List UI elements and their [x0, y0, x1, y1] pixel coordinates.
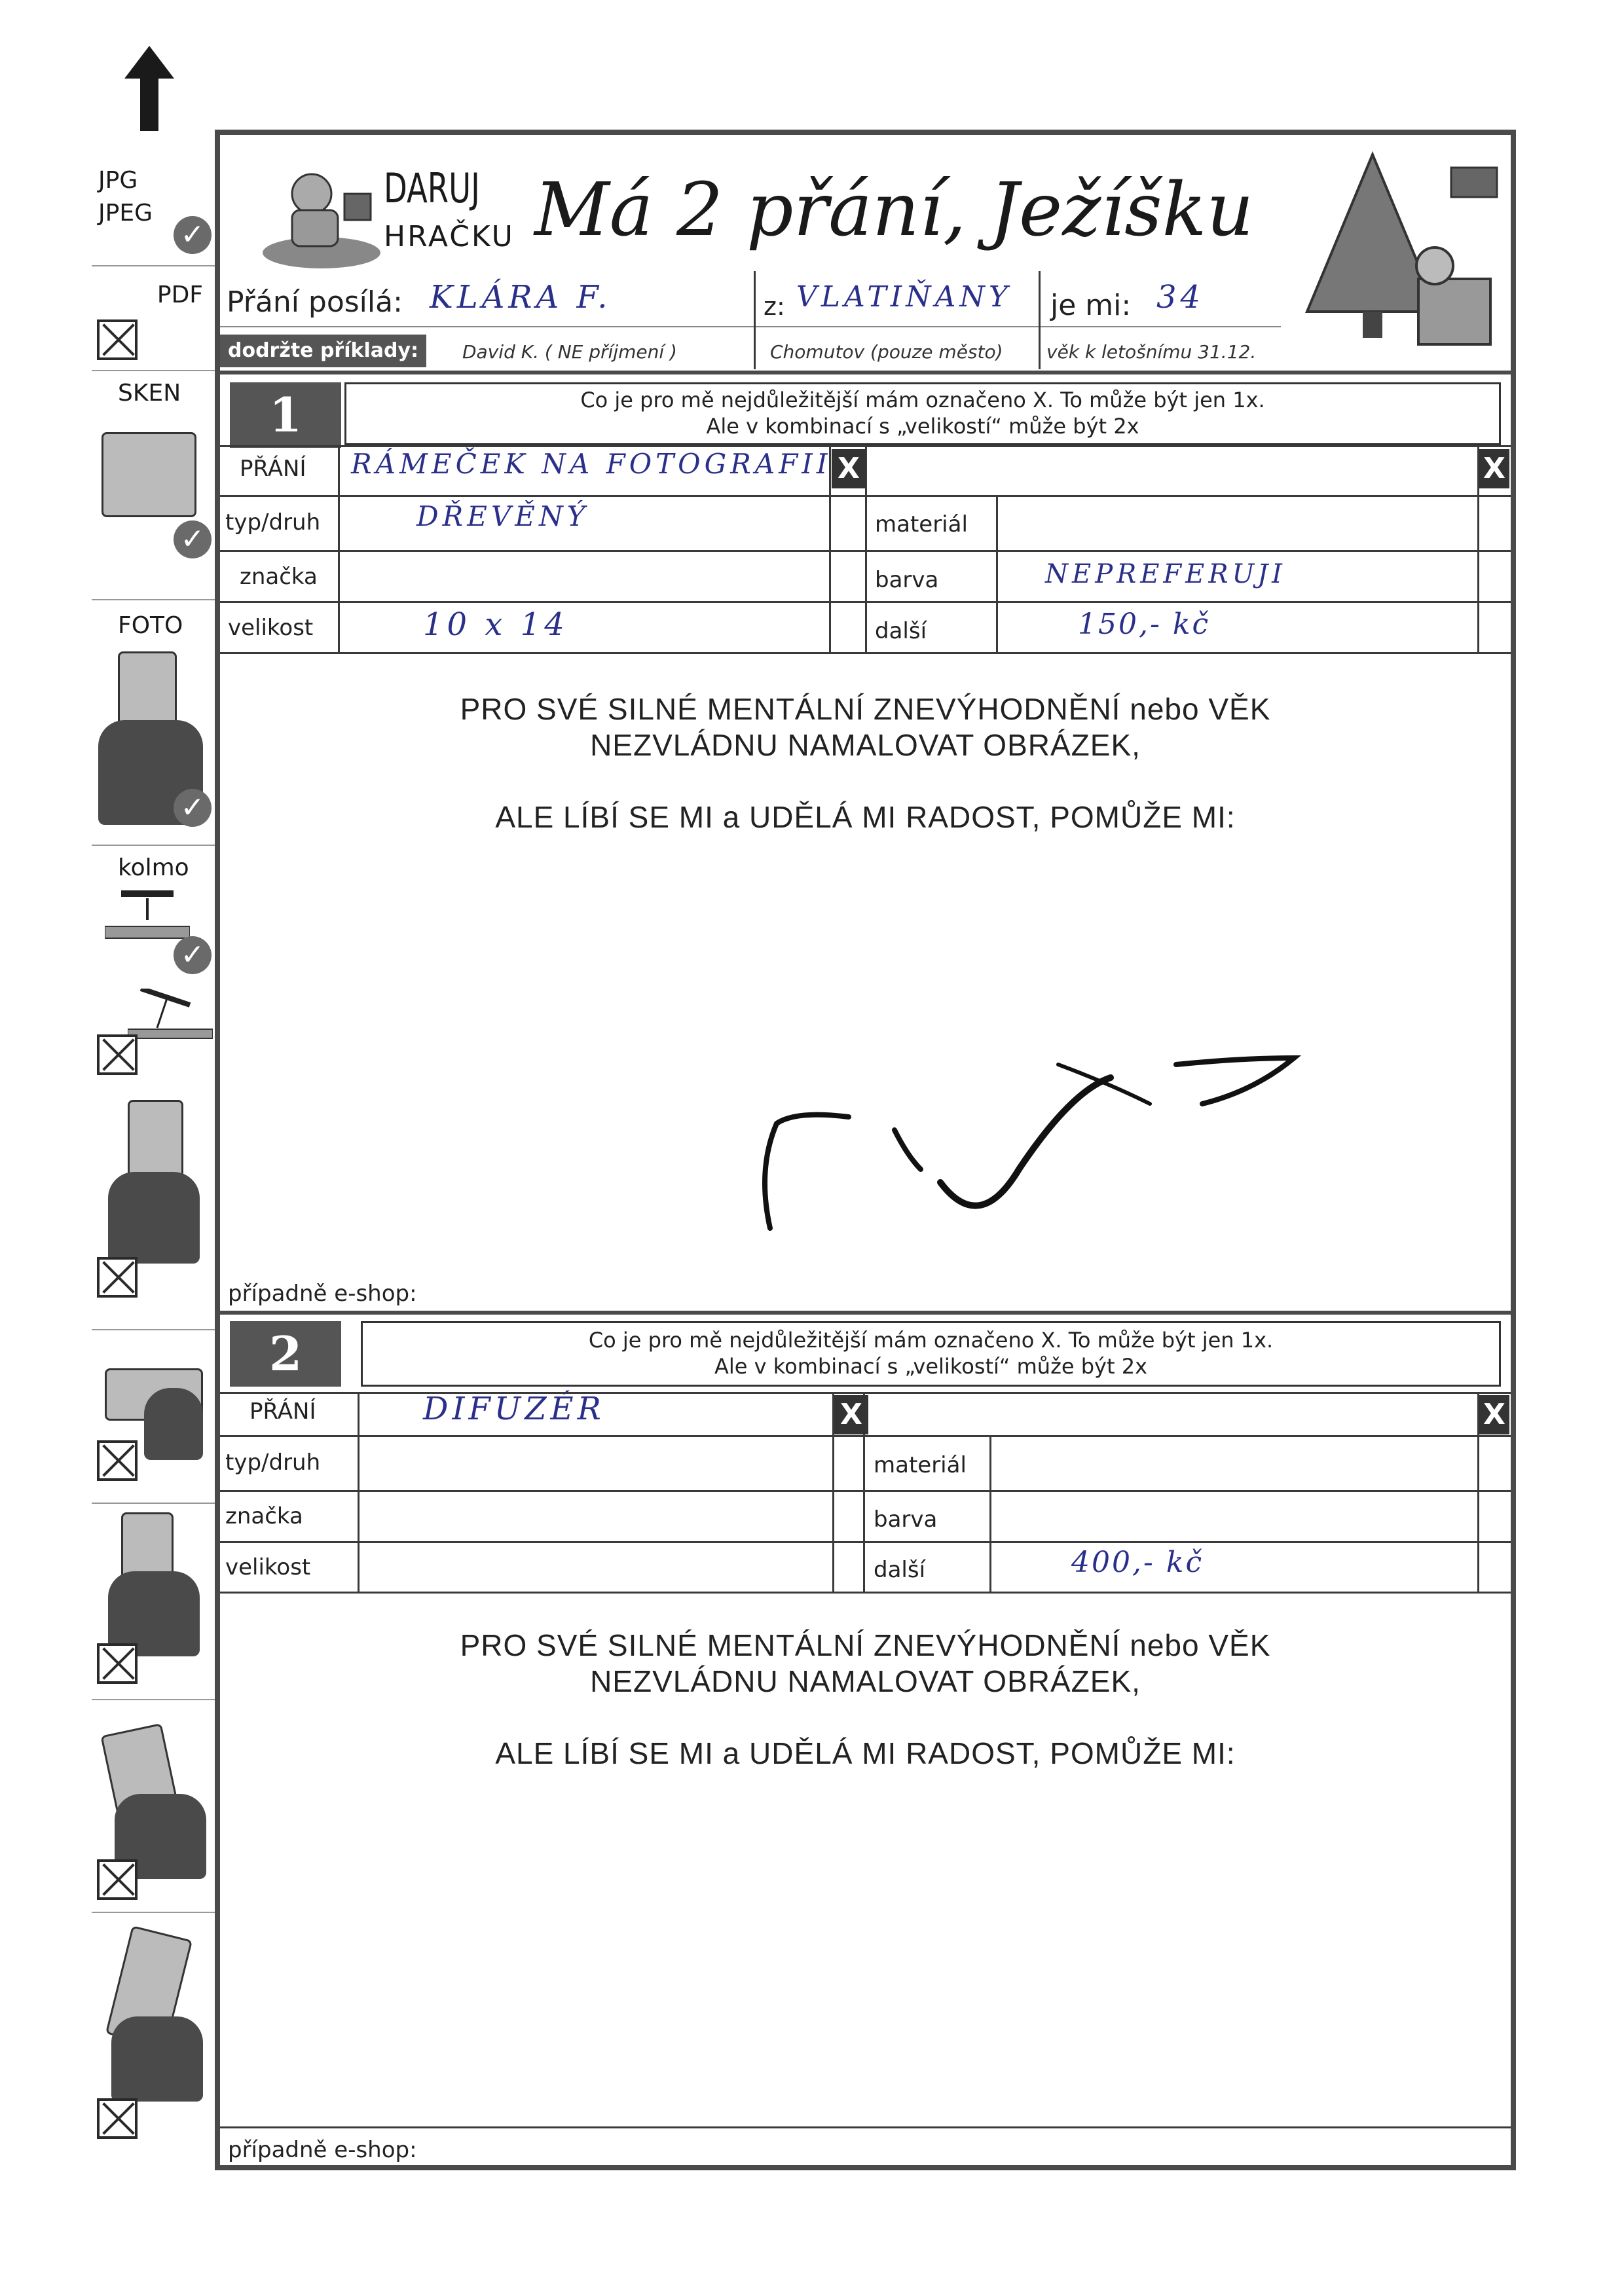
barva-value: NEPREFERUJI [1045, 559, 1286, 589]
material-label: materiál [874, 1452, 967, 1478]
sender-label: Přání posílá: [227, 285, 403, 319]
table-line [220, 1490, 1511, 1492]
cross-box-icon [97, 1643, 138, 1684]
table-line [220, 652, 1511, 654]
age-label: je mi: [1050, 289, 1132, 322]
table-line [220, 1392, 1511, 1394]
from-value: VLATIŇANY [796, 280, 1012, 314]
prani-label: PŘÁNÍ [249, 1398, 316, 1425]
cross-box-icon [97, 1859, 138, 1900]
example-city: Chomutov (pouze město) [770, 341, 1003, 363]
cross-box-icon [97, 2098, 138, 2139]
barva-label: barva [874, 1506, 938, 1533]
wish-number-badge: 2 [230, 1321, 341, 1387]
velikost-value: 10 x 14 [423, 606, 568, 643]
kolmo-label: kolmo [118, 854, 189, 881]
logo-daruj: DARUJ [384, 164, 480, 212]
velikost-label: velikost [225, 1554, 311, 1580]
underline [220, 326, 1281, 327]
examples-badge: dodržte příklady: [220, 335, 426, 367]
priority-x-mark: X [834, 1395, 868, 1434]
statement-line-3: ALE LÍBÍ SE MI a UDĚLÁ MI RADOST, POMŮŽE MI: [495, 800, 1236, 834]
eshop-label: případně e-shop: [228, 2137, 417, 2163]
logo-hracku: HRAČKU [384, 220, 515, 253]
priority-x-mark: X [832, 449, 866, 488]
santa-logo-icon [259, 155, 384, 272]
dalsi-value: 400,- kč [1071, 1546, 1204, 1579]
note-line-1: Co je pro mě nejdůležitější mám označeno X. To může být jen 1x. [588, 1328, 1274, 1353]
statement-line-1: PRO SVÉ SILNÉ MENTÁLNÍ ZNEVÝHODNĚNÍ nebo VĚK [460, 692, 1271, 726]
jpeg-label: JPEG [98, 200, 153, 227]
up-arrow-icon [124, 46, 174, 131]
table-line [358, 1392, 360, 1592]
eshop-top-border [220, 2126, 1511, 2128]
barva-label: barva [875, 567, 939, 593]
check-icon: ✓ [174, 216, 212, 254]
section-divider [220, 1311, 1511, 1315]
znacka-label: značka [240, 564, 318, 590]
wish-number-badge: 1 [230, 382, 341, 448]
note-line-2: Ale v kombinací s „velikostí“ může být 2x [706, 414, 1139, 439]
table-line [220, 1592, 1511, 1594]
sender-value: KLÁRA F. [430, 279, 612, 316]
check-icon: ✓ [174, 936, 212, 974]
hand-icon [111, 2016, 203, 2102]
wish-form [215, 130, 1516, 2170]
table-line [338, 445, 340, 652]
christmas-tree-illustration [1274, 148, 1507, 377]
divider [92, 1699, 216, 1700]
priority-x-mark: X [1479, 449, 1509, 488]
divider [1039, 271, 1041, 369]
table-line [220, 1435, 1511, 1437]
divider [92, 1329, 216, 1330]
prani-label: PŘÁNÍ [240, 456, 306, 482]
table-line [996, 495, 998, 652]
hand-icon [108, 1172, 200, 1264]
perpendicular-icon [105, 890, 190, 943]
drawing-scribble [744, 1051, 1399, 1248]
header-bottom-border [220, 371, 1511, 374]
cross-box-icon [97, 1257, 138, 1298]
from-label: z: [764, 292, 785, 321]
dalsi-label: další [874, 1557, 926, 1583]
material-label: materiál [875, 511, 968, 538]
statement-line-2: NEZVLÁDNU NAMALOVAT OBRÁZEK, [590, 728, 1141, 762]
statement-line-3: ALE LÍBÍ SE MI a UDĚLÁ MI RADOST, POMŮŽE MI: [495, 1736, 1236, 1770]
note-line-2: Ale v kombinací s „velikostí“ může být 2x [714, 1354, 1147, 1379]
statement-line-2: NEZVLÁDNU NAMALOVAT OBRÁZEK, [590, 1664, 1141, 1698]
prani-value: DIFUZÉR [423, 1391, 605, 1427]
table-line [220, 1541, 1511, 1543]
check-icon: ✓ [174, 520, 212, 558]
divider [92, 370, 216, 371]
statement-line-1: PRO SVÉ SILNÉ MENTÁLNÍ ZNEVÝHODNĚNÍ nebo VĚK [460, 1628, 1271, 1662]
dalsi-value: 150,- kč [1078, 608, 1211, 641]
tilted-camera-icon [128, 989, 213, 1041]
jpg-label: JPG [98, 167, 138, 194]
note-line-1: Co je pro mě nejdůležitější mám označeno X. To může být jen 1x. [580, 388, 1265, 412]
eshop-label: případně e-shop: [228, 1281, 417, 1307]
example-age: věk k letošnímu 31.12. [1046, 341, 1257, 363]
foto-label: FOTO [118, 612, 183, 639]
prani-value: RÁMEČEK NA FOTOGRAFII [351, 448, 832, 480]
cross-box-icon [97, 319, 138, 360]
velikost-label: velikost [228, 615, 314, 641]
scanner-icon [101, 432, 196, 517]
divider [754, 271, 756, 369]
table-line [989, 1435, 991, 1592]
priority-x-mark: X [1479, 1395, 1509, 1434]
znacka-label: značka [225, 1503, 303, 1529]
hand-icon [144, 1388, 203, 1460]
example-name: David K. ( NE příjmení ) [462, 341, 677, 363]
cross-box-icon [97, 1034, 138, 1075]
typ-label: typ/druh [225, 1449, 321, 1476]
sken-label: SKEN [118, 380, 181, 407]
divider [92, 599, 216, 600]
typ-label: typ/druh [225, 509, 321, 536]
cross-box-icon [97, 1440, 138, 1481]
check-icon: ✓ [174, 789, 212, 827]
age-value: 34 [1156, 279, 1205, 316]
typ-value: DŘEVĚNÝ [416, 500, 589, 532]
divider [92, 1503, 216, 1504]
dalsi-label: další [875, 618, 927, 644]
divider [92, 1912, 216, 1913]
divider [92, 845, 216, 846]
divider [92, 265, 216, 266]
page-title: Má 2 přání, Ježíšku [534, 168, 1254, 253]
pdf-label: PDF [157, 282, 203, 308]
